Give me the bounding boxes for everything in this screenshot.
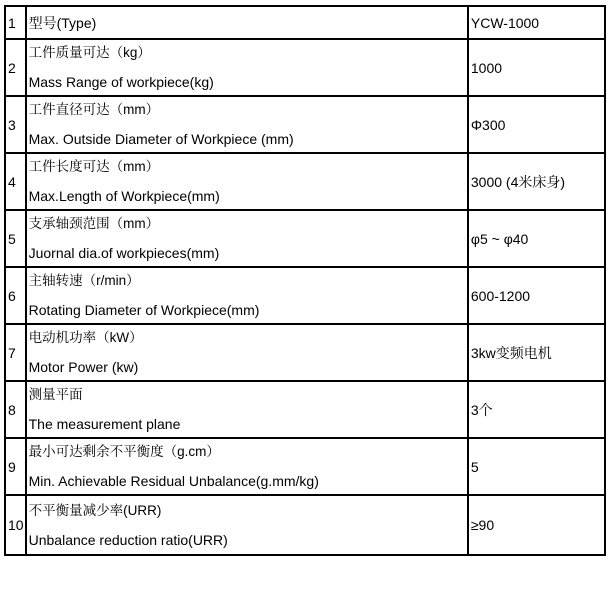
row-index: 4	[5, 153, 26, 210]
parameter-value: φ5 ~ φ40	[468, 210, 605, 267]
row-index: 10	[5, 495, 26, 555]
parameter-value: ≥90	[468, 495, 605, 555]
table-row	[5, 39, 605, 96]
table-row	[5, 267, 605, 324]
model-label: 型号(Type)	[26, 6, 468, 39]
parameter-cell	[26, 495, 468, 555]
parameter-name-en: Mass Range of workpiece(kg)	[28, 74, 214, 90]
parameter-value: 3个	[468, 381, 605, 438]
row-index: 3	[5, 96, 26, 153]
parameter-name-cn: 支承轴颈范围（mm）	[28, 216, 160, 231]
parameter-value: 5	[468, 438, 605, 495]
parameter-cell	[26, 438, 468, 495]
parameter-name-en: Max.Length of Workpiece(mm)	[28, 188, 220, 204]
parameter-cell	[26, 96, 468, 153]
parameter-name-en: The measurement plane	[28, 416, 181, 432]
row-index: 1	[5, 6, 26, 39]
parameter-cell	[26, 324, 468, 381]
table-row	[5, 96, 605, 153]
parameter-name-cn: 测量平面	[28, 387, 83, 402]
parameter-name-cn: 工件直径可达（mm）	[28, 102, 160, 117]
parameter-name-cn: 主轴转速（r/min）	[28, 273, 140, 288]
parameter-cell	[26, 39, 468, 96]
parameter-value: 3kw变频电机	[468, 324, 605, 381]
parameter-name-cn: 工件长度可达（mm）	[28, 159, 160, 174]
model-value: YCW-1000	[468, 6, 605, 39]
parameter-value: 3000 (4米床身)	[468, 153, 605, 210]
table-row	[5, 495, 605, 555]
row-index: 9	[5, 438, 26, 495]
parameter-name-en: Juornal dia.of workpieces(mm)	[28, 245, 220, 261]
table-row	[5, 153, 605, 210]
parameter-name-en: Motor Power (kw)	[28, 359, 139, 375]
table-row	[5, 210, 605, 267]
parameter-name-en: Max. Outside Diameter of Workpiece (mm)	[28, 131, 294, 147]
parameter-cell	[26, 267, 468, 324]
parameter-name-en: Min. Achievable Residual Unbalance(g.mm/kg)	[28, 473, 319, 489]
parameter-value: Φ300	[468, 96, 605, 153]
row-index: 6	[5, 267, 26, 324]
parameter-name-cn: 不平衡量减少率(URR)	[28, 502, 162, 518]
spec-table-body	[5, 6, 605, 555]
table-row-model	[5, 6, 605, 39]
parameter-name-en: Rotating Diameter of Workpiece(mm)	[28, 302, 260, 318]
parameter-cell	[26, 153, 468, 210]
parameter-cell	[26, 210, 468, 267]
table-row	[5, 438, 605, 495]
row-index: 7	[5, 324, 26, 381]
row-index: 5	[5, 210, 26, 267]
parameter-name-cn: 电动机功率（kW）	[28, 330, 143, 345]
table-row	[5, 324, 605, 381]
parameter-name-en: Unbalance reduction ratio(URR)	[28, 531, 228, 548]
parameter-value: 600-1200	[468, 267, 605, 324]
spec-table	[4, 5, 606, 556]
parameter-name-cn: 工件质量可达（kg）	[28, 45, 151, 60]
parameter-name-cn: 最小可达剩余不平衡度（g.cm）	[28, 444, 220, 459]
row-index: 2	[5, 39, 26, 96]
row-index: 8	[5, 381, 26, 438]
parameter-cell	[26, 381, 468, 438]
table-row	[5, 381, 605, 438]
parameter-value: 1000	[468, 39, 605, 96]
